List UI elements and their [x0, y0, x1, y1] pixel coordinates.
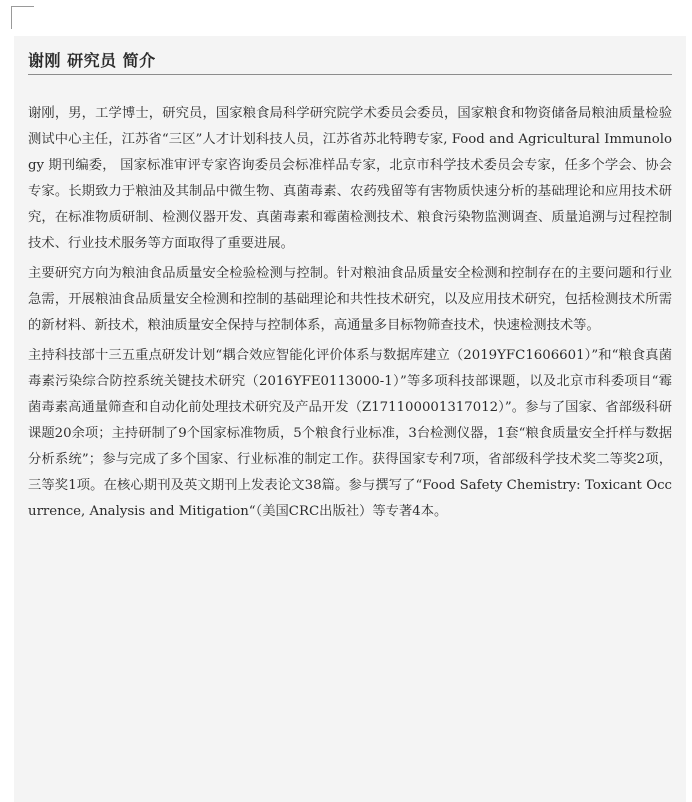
page-title: 谢刚 研究员 简介 — [28, 51, 156, 70]
profile-panel — [14, 36, 686, 802]
bio-paragraph: 谢刚，男，工学博士，研究员，国家粮食局科学研究院学术委员会委员，国家粮食和物资储备局粮油质量检验测试中心主任，江苏省“三区”人才计划科技人员，江苏省苏北特聘专家, Food and Agricultural Immunology 期刊编委， 国家标准审评专家咨询委员会标准样品专家，北京市科学技术委员会专家，任多个学会、协会专家。长期致力于粮油及其制品中微生物、真菌毒素、农药残留等有害物质快速分析的基础理论和应用技术研究，在标准物质研制、检测仪器开发、真菌毒素和霉菌检测技术、粮食污染物监测调查、质量追溯与过程控制技术、行业技术服务等方面取得了重要进展。 — [28, 106, 672, 251]
projects-paragraph: 主持科技部十三五重点研发计划“耦合效应智能化评价体系与数据库建立（2019YFC1606601）”和“粮食真菌毒素污染综合防控系统关键技术研究（2016YFE0113000-1）”等多项科技部课题，以及北京市科委项目“霉菌毒素高通量筛查和自动化前处理技术研究及产品开发（Z171100001317012）”。参与了国家、省部级科研课题20余项；主持研制了9个国家标准物质，5个粮食行业标准，3台检测仪器，1套“粮食质量安全扦样与数据分析系统”；参与完成了多个国家、行业标准的制定工作。获得国家专利7项，省部级科学技术奖二等奖2项，三等奖1项。在核心期刊及英文期刊上发表论文38篇。参与撰写了“Food Safety Chemistry: Toxicant Occurrence, Analysis and Mitigation“（美国CRC出版社）等专著4本。 — [28, 348, 672, 519]
research-paragraph: 主要研究方向为粮油食品质量安全检验检测与控制。针对粮油食品质量安全检测和控制存在的主要问题和行业急需，开展粮油食品质量安全检测和控制的基础理论和共性技术研究，以及应用技术研究，包括检测技术所需的新材料、新技术，粮油质量安全保持与控制体系，高通量多目标物筛查技术，快速检测技术等。 — [28, 266, 672, 333]
title-row — [28, 50, 672, 75]
corner-crop-mark — [11, 6, 34, 29]
